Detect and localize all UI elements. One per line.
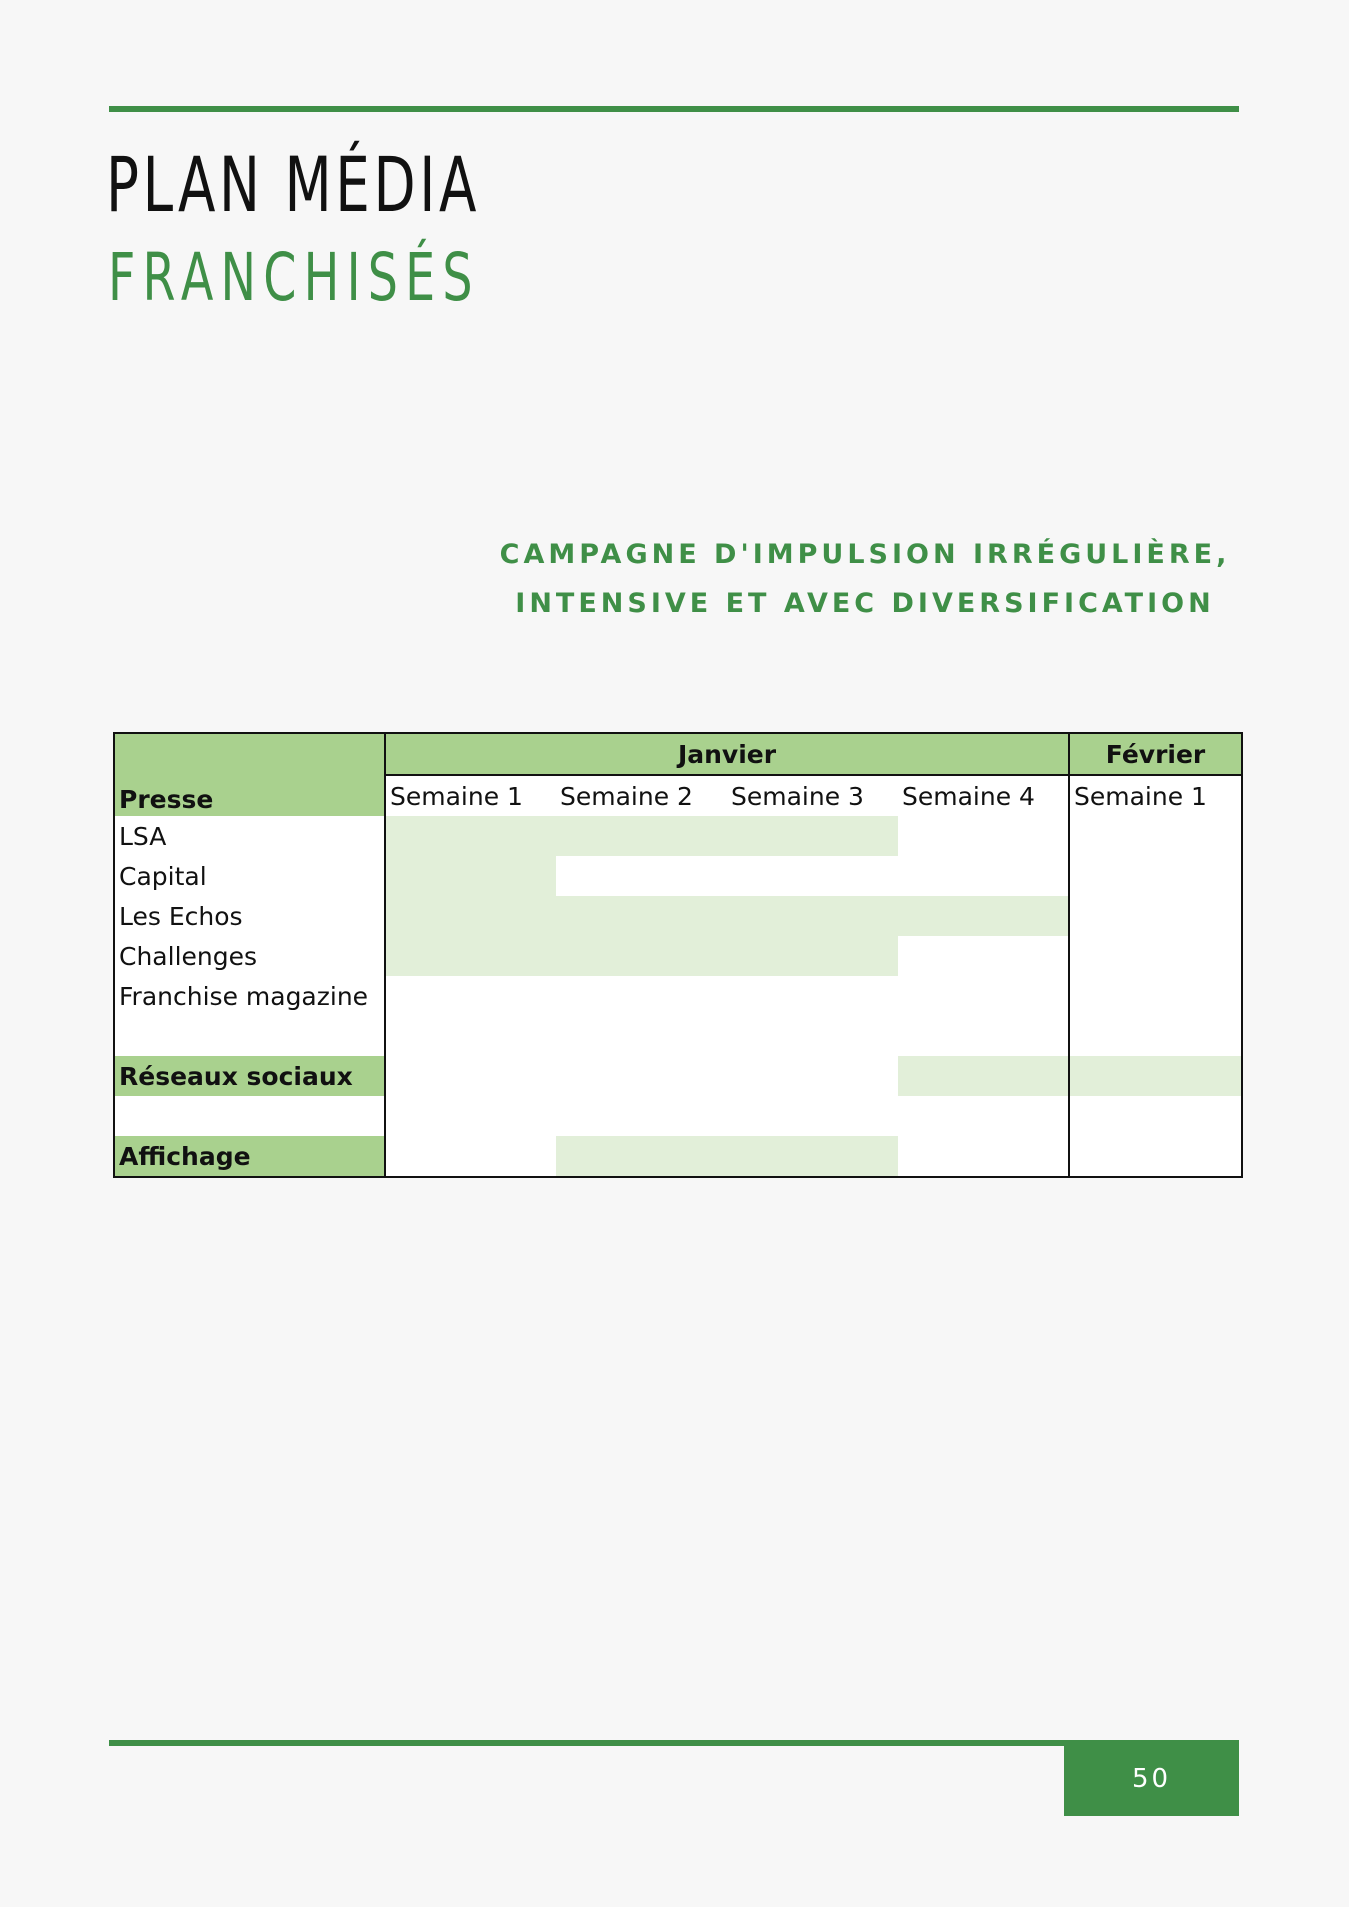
week-header: Semaine 1	[385, 775, 556, 816]
row-label: LSA	[114, 816, 385, 856]
page-subtitle: FRANCHISÉS	[108, 239, 480, 316]
schedule-cell	[898, 856, 1069, 896]
tagline-line-2: INTENSIVE ET AVEC DIVERSIFICATION	[515, 588, 1215, 619]
schedule-cell	[727, 856, 898, 896]
section-label-reseaux: Réseaux sociaux	[119, 1061, 353, 1091]
schedule-cell-active	[727, 816, 898, 856]
schedule-cell-active	[556, 1136, 727, 1177]
schedule-cell-active	[727, 896, 898, 936]
schedule-cell	[1069, 896, 1242, 936]
schedule-cell-active	[727, 1136, 898, 1177]
schedule-cell	[727, 1096, 898, 1136]
table-row	[114, 1016, 1242, 1056]
schedule-cell-active	[556, 936, 727, 976]
schedule-cell	[1069, 1096, 1242, 1136]
schedule-cell-active	[556, 816, 727, 856]
schedule-cell-active	[727, 936, 898, 976]
schedule-cell	[556, 1096, 727, 1136]
row-label: Capital	[114, 856, 385, 896]
schedule-cell	[1069, 856, 1242, 896]
schedule-cell	[385, 1096, 556, 1136]
row-label: Challenges	[114, 936, 385, 976]
row-label-empty	[114, 1096, 385, 1136]
table-row	[114, 1096, 1242, 1136]
tagline-line-1: CAMPAGNE D'IMPULSION IRRÉGULIÈRE,	[499, 539, 1231, 570]
schedule-cell-active	[385, 896, 556, 936]
schedule-cell-active	[385, 856, 556, 896]
section-header-presse	[114, 733, 385, 816]
schedule-cell	[898, 936, 1069, 976]
section-label-affichage: Affichage	[119, 1141, 251, 1171]
schedule-cell	[1069, 976, 1242, 1016]
schedule-cell	[727, 1016, 898, 1056]
schedule-cell	[556, 856, 727, 896]
schedule-cell	[727, 1056, 898, 1096]
week-header: Semaine 2	[556, 775, 727, 816]
table-row	[114, 1056, 1242, 1096]
schedule-cell	[385, 1056, 556, 1096]
schedule-cell-active	[385, 816, 556, 856]
schedule-cell	[385, 1136, 556, 1177]
table-row	[114, 1136, 1242, 1177]
schedule-cell	[385, 976, 556, 1016]
schedule-cell	[1069, 1016, 1242, 1056]
schedule-cell-active	[385, 936, 556, 976]
schedule-cell	[556, 976, 727, 1016]
schedule-cell	[385, 1016, 556, 1056]
schedule-cell	[898, 1096, 1069, 1136]
week-header: Semaine 4	[898, 775, 1069, 816]
table-row	[114, 896, 1242, 936]
month-header-janvier: Janvier	[385, 733, 1069, 775]
schedule-cell	[898, 976, 1069, 1016]
table-row	[114, 976, 1242, 1016]
week-header: Semaine 1	[1069, 775, 1242, 816]
month-header-fevrier: Février	[1069, 733, 1242, 775]
schedule-cell	[1069, 1136, 1242, 1177]
schedule-cell-active	[556, 896, 727, 936]
week-header: Semaine 3	[727, 775, 898, 816]
schedule-cell-active	[898, 896, 1069, 936]
schedule-cell-active	[1069, 1056, 1242, 1096]
row-label-empty	[114, 1016, 385, 1056]
page-number-badge	[1064, 1741, 1239, 1816]
section-label-presse: Presse	[119, 785, 214, 814]
table-row	[114, 733, 1242, 775]
schedule-cell	[898, 1016, 1069, 1056]
section-header-affichage	[114, 1136, 385, 1177]
schedule-cell	[556, 1016, 727, 1056]
schedule-cell	[898, 816, 1069, 856]
table-row	[114, 816, 1242, 856]
table-row	[114, 856, 1242, 896]
page-title: PLAN MÉDIA	[106, 140, 480, 229]
top-rule	[109, 106, 1239, 112]
schedule-cell-active	[898, 1056, 1069, 1096]
row-label: Les Echos	[114, 896, 385, 936]
section-header-reseaux	[114, 1056, 385, 1096]
schedule-cell	[1069, 816, 1242, 856]
schedule-cell	[1069, 936, 1242, 976]
schedule-cell	[556, 1056, 727, 1096]
schedule-cell	[898, 1136, 1069, 1177]
tagline	[485, 530, 1245, 628]
media-plan-table	[113, 732, 1243, 1178]
page-number: 50	[1131, 1763, 1172, 1794]
row-label: Franchise magazine	[114, 976, 385, 1016]
table-row	[114, 936, 1242, 976]
schedule-cell	[727, 976, 898, 1016]
